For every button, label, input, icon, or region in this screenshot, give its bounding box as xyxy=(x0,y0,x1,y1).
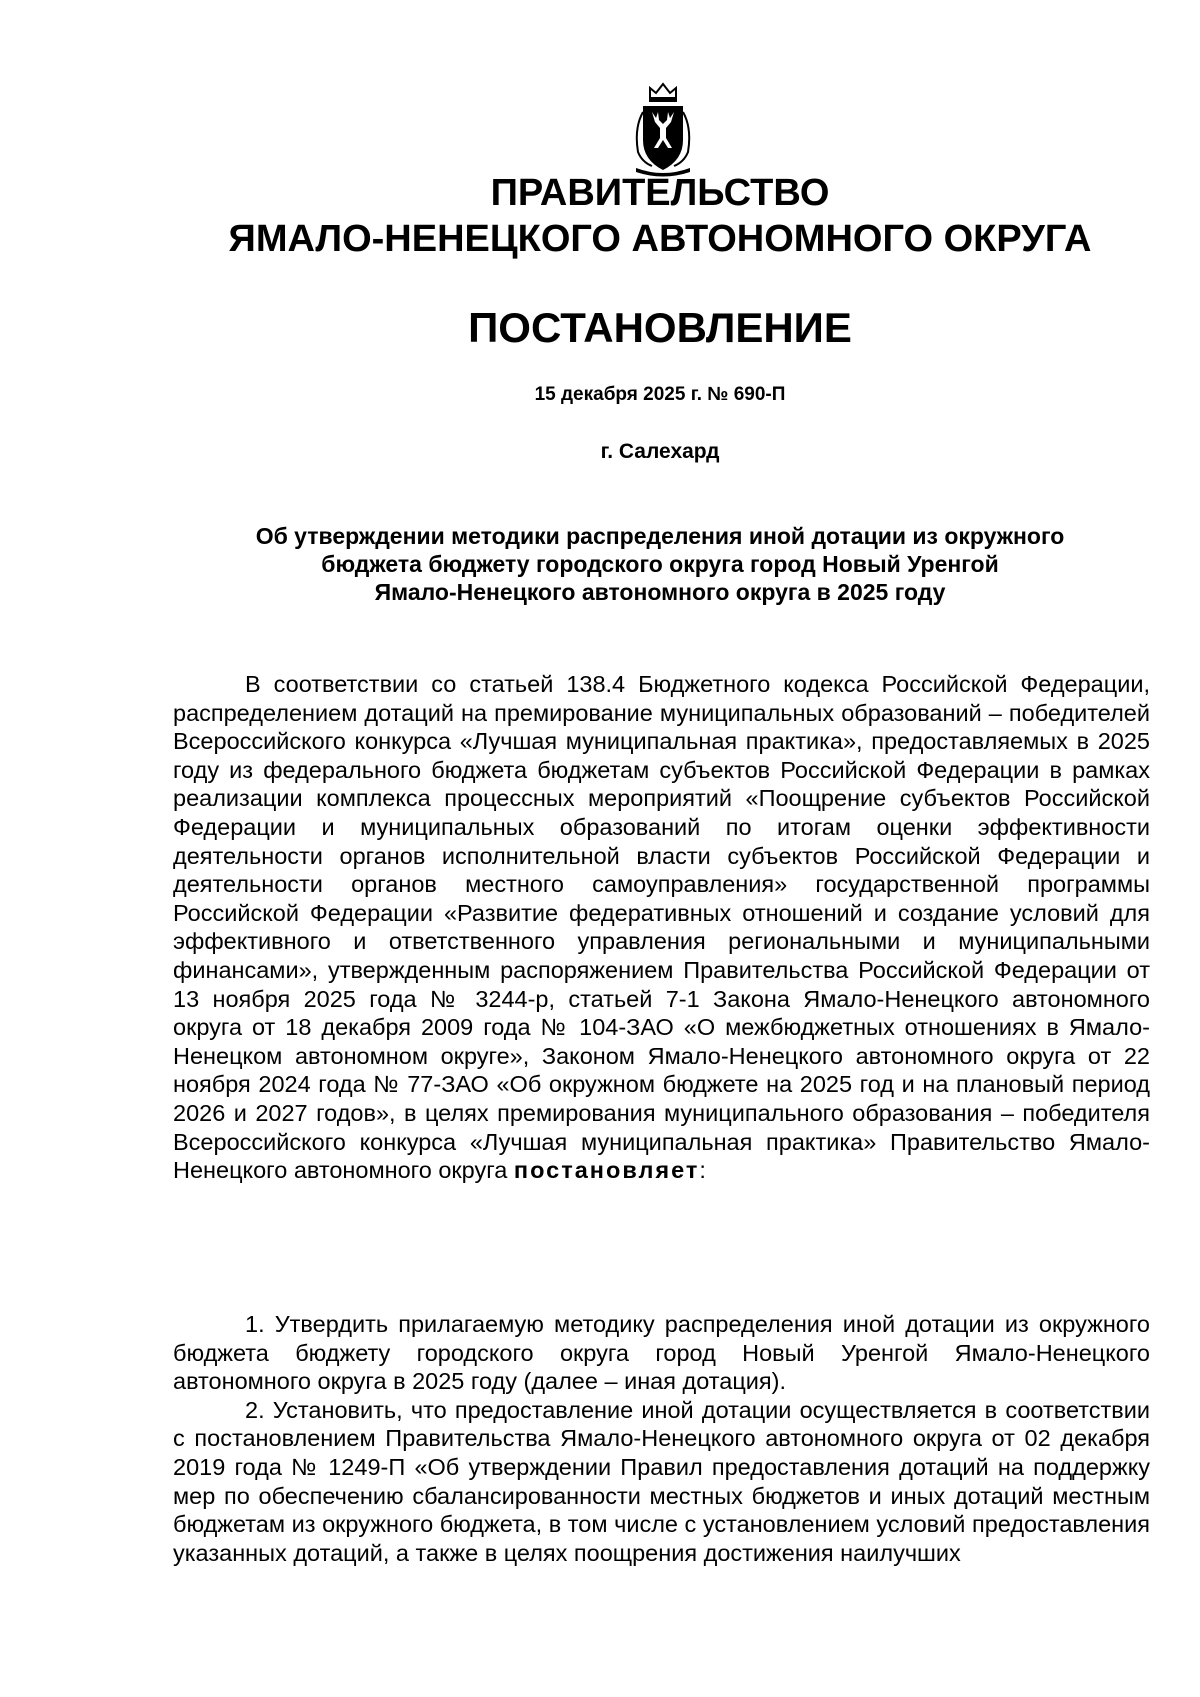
decree-items xyxy=(173,1310,1150,1567)
document-title-line1: Об утверждении методики распределения иной дотации из окружного xyxy=(255,523,1065,549)
document-title-line2: бюджета бюджету городского округа город Новый Уренгой xyxy=(321,551,999,577)
preamble-text: В соответствии со статьей 138.4 Бюджетного кодекса Российской Федерации, распределением дотаций на премирование муниципальных образований – победителей Всероссийского конкурса «Лучшая муниципальная практика», предоставляемых в 2025 году из федерального бюджета бюджетам субъектов Российской Федерации в рамках реализации комплекса процессных мероприятий «Поощрение субъектов Российской Федерации и муниципальных образований по итогам оценки эффективности деятельности органов исполнительной власти субъектов Российской Федерации и деятельности органов местного самоуправления» государственной программы Российской Федерации «Развитие федеративных отношений и создание условий для эффективного и ответственного управления региональными и муниципальными финансами», утвержденным распоряжением Правительства Российской Федерации от 13 ноября 2025 года № 3244-р, статьей 7-1 Закона Ямало-Ненецкого автономного округа от 18 декабря 2009 года № 104-ЗАО «О межбюджетных отношениях в Ямало-Ненецком автономном округе», Законом Ямало-Ненецкого автономного округа от 22 ноября 2024 года № 77-ЗАО «Об окружном бюджете на 2025 год и на плановый период 2026 и 2027 годов», в целях премирования муниципального образования – победителя Всероссийского конкурса «Лучшая муниципальная практика» Правительство Ямало-Ненецкого автономного округа xyxy=(173,671,1150,1184)
organization-name-line1: ПРАВИТЕЛЬСТВО xyxy=(490,172,830,214)
decree-colon: : xyxy=(699,1157,706,1184)
decree-item-2: 2. Установить, что предоставление иной дотации осуществляется в соответствии с постановлением Правительства Ямало-Ненецкого автономного округа от 02 декабря 2019 года № 1249-П «Об утверждении Правил предоставления дотаций на поддержку мер по обеспечению сбалансированности местных бюджетов и иных дотаций местным бюджетам из окружного бюджета, в том числе с установлением условий предоставления указанных дотаций, а также в целях поощрения достижения наилучших xyxy=(173,1396,1150,1566)
document-type: ПОСТАНОВЛЕНИЕ xyxy=(468,304,852,351)
document-city: г. Салехард xyxy=(600,440,720,463)
coat-of-arms-icon xyxy=(630,82,696,178)
decree-item-1: 1. Утвердить прилагаемую методику распределения иной дотации из окружного бюджета бюджету городского округа город Новый Уренгой Ямало-Ненецкого автономного округа в 2025 году (далее – иная дотация). xyxy=(173,1311,1150,1395)
organization-name-line2: ЯМАЛО-НЕНЕЦКОГО АВТОНОМНОГО ОКРУГА xyxy=(228,218,1092,260)
decree-word: постановляет xyxy=(513,1157,700,1184)
document-date-number: 15 декабря 2025 г. № 690-П xyxy=(534,384,786,405)
document-title xyxy=(180,522,1140,606)
document-title-line3: Ямало-Ненецкого автономного округа в 2025 году xyxy=(374,579,946,605)
preamble-paragraph xyxy=(173,670,1150,1185)
